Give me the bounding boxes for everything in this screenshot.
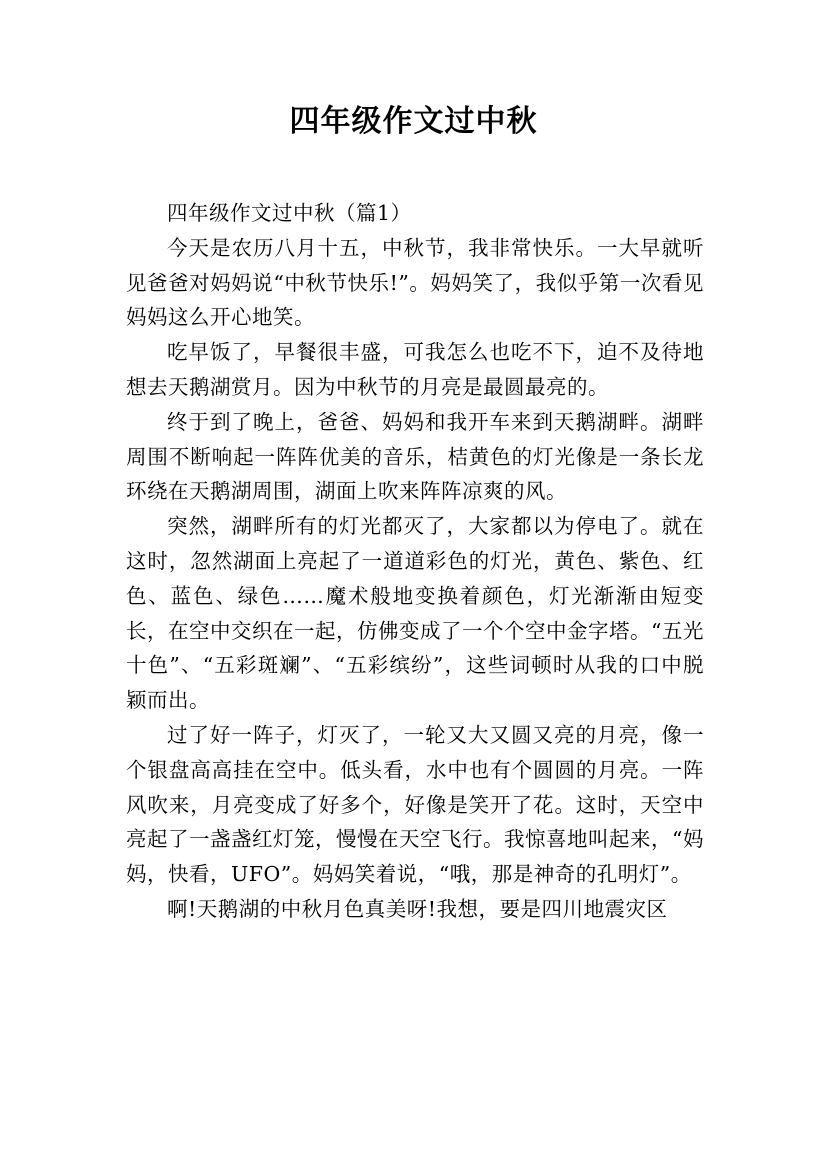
document-title: 四年级作文过中秋 [289,104,538,139]
section-heading: 四年级作文过中秋（篇1） [167,201,412,225]
paragraph: 过了好一阵子，灯灭了，一轮又大又圆又亮的月亮，像一个银盘高高挂在空中。低头看，水中也有个圆圆的月亮。一阵风吹来，月亮变成了好多个，好像是笑开了花。这时，天空中亮起了一盏盏红灯笼，慢慢在天空飞行。我惊喜地叫起来，“妈妈，快看，UFO”。妈妈笑着说，“哦，那是神奇的孔明灯”。 [126,722,704,887]
document-body [126,196,704,927]
paragraph: 今天是农历八月十五，中秋节，我非常快乐。一大早就听见爸爸对妈妈说“中秋节快乐!”。妈妈笑了，我似乎第一次看见妈妈这么开心地笑。 [126,235,704,330]
paragraph: 突然，湖畔所有的灯光都灭了，大家都以为停电了。就在这时，忽然湖面上亮起了一道道彩色的灯光，黄色、紫色、红色、蓝色、绿色……魔术般地变换着颜色，灯光渐渐由短变长，在空中交织在一起，仿佛变成了一个个空中金字塔。“五光十色”、“五彩斑斓”、“五彩缤纷”，这些词顿时从我的口中脱颖而出。 [126,514,704,713]
paragraph: 啊!天鹅湖的中秋月色真美呀!我想，要是四川地震灾区 [167,896,668,921]
paragraph: 终于到了晚上，爸爸、妈妈和我开车来到天鹅湖畔。湖畔周围不断响起一阵阵优美的音乐，桔黄色的灯光像是一条长龙环绕在天鹅湖周围，湖面上吹来阵阵凉爽的风。 [126,409,704,504]
paragraph: 吃早饭了，早餐很丰盛，可我怎么也吃不下，迫不及待地想去天鹅湖赏月。因为中秋节的月亮是最圆最亮的。 [126,340,704,399]
